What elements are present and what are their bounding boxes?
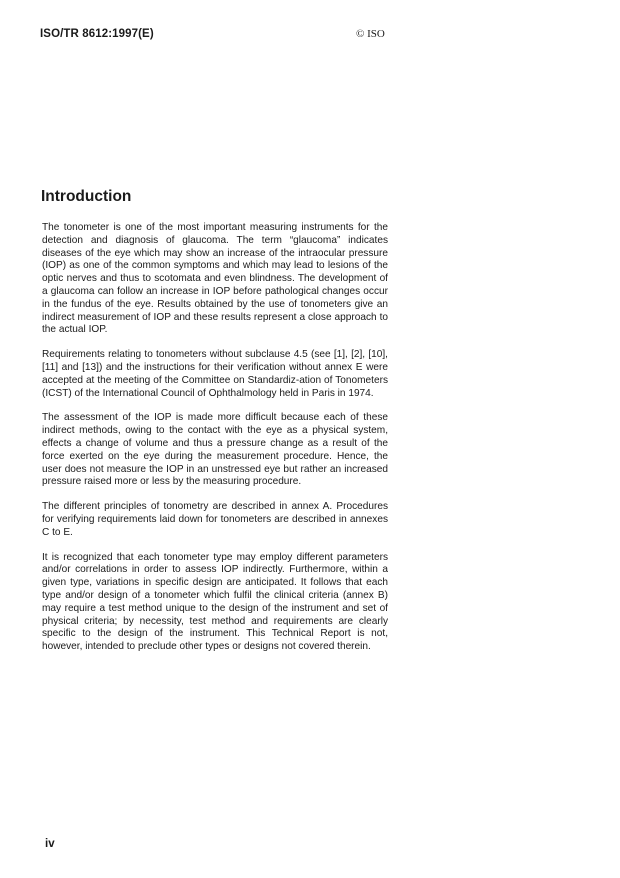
paragraph: The different principles of tonometry are described in annex A. Procedures for verifying requirements laid down for tonometers are described in annexes C to E. xyxy=(42,501,388,538)
paragraph: The tonometer is one of the most important measuring instruments for the detection and diagnosis of glaucoma. The term “glaucoma” indicates diseases of the eye which may show an increase of the intraocular pressure (IOP) as one of the common symptoms and which may lead to lesions of the optic nerves and thus to scotomata and even blindness. The development of a glaucoma can follow an increase in IOP before pathological changes occur in the fundus of the eye. Results obtained by the use of tonometers give an indirect measurement of IOP and these results represent a close approach to the actual IOP. xyxy=(42,222,388,336)
page-number: iv xyxy=(45,838,55,850)
section-title: Introduction xyxy=(41,188,132,205)
paragraph: Requirements relating to tonometers without subclause 4.5 (see [1], [2], [10], [11] and [13]) and the instructions for their verification without annex E were accepted at the meeting of the Committee on Standardiz-ation of Tonometers (ICST) of the International Council of Ophthalmology held in Paris in 1974. xyxy=(42,349,388,399)
copyright-notice: © ISO xyxy=(356,28,385,40)
paragraph: It is recognized that each tonometer type may employ different parameters and/or correlations in order to assess IOP indirectly. Furthermore, within a given type, variations in specific design are anticipated. It follows that each type and/or design of a tonometer which fulfil the clinical criteria (annex B) may require a test method unique to the design of the instrument and set of physical criteria; by necessity, test method and requirements are clearly specific to the design of the instrument. This Technical Report is not, however, intended to preclude other types or designs not covered therein. xyxy=(42,551,388,653)
document-id: ISO/TR 8612:1997(E) xyxy=(40,28,154,40)
paragraph: The assessment of the IOP is made more difficult because each of these indirect methods, owing to the contact with the eye as a physical system, effects a change of volume and thus a pressure change as a result of the force exerted on the eye during the measurement procedure. Hence, the user does not measure the IOP in an unstressed eye but rather an increased pressure raised more or less by the measuring procedure. xyxy=(42,412,388,488)
introduction-body xyxy=(42,222,388,666)
